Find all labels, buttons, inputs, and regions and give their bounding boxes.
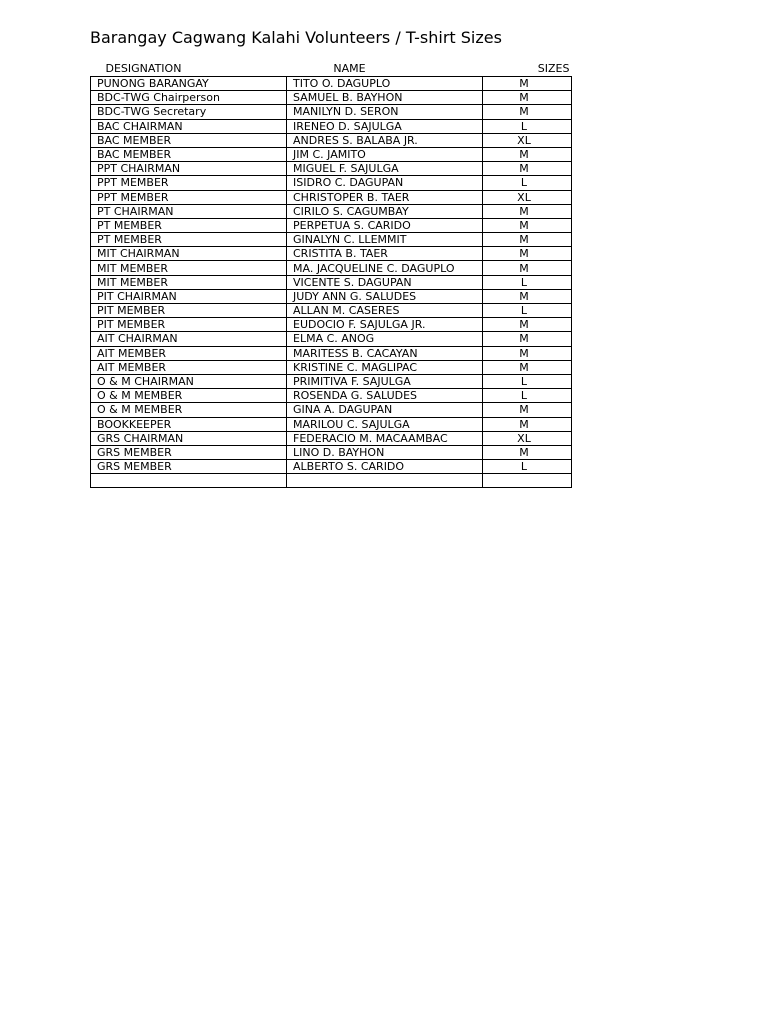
name-cell[interactable]: CIRILO S. CAGUMBAY (287, 204, 483, 218)
table-row (91, 445, 572, 459)
name-cell[interactable]: KRISTINE C. MAGLIPAC (287, 360, 483, 374)
name-cell[interactable]: VICENTE S. DAGUPAN (287, 275, 483, 289)
size-cell[interactable]: M (483, 247, 572, 261)
designation-cell[interactable]: O & M MEMBER (91, 389, 287, 403)
name-cell[interactable]: PRIMITIVA F. SAJULGA (287, 374, 483, 388)
table-row (91, 119, 572, 133)
table-row (91, 162, 572, 176)
name-cell[interactable]: JUDY ANN G. SALUDES (287, 289, 483, 303)
table-row (91, 204, 572, 218)
designation-cell[interactable]: PT MEMBER (91, 218, 287, 232)
designation-cell[interactable]: O & M CHAIRMAN (91, 374, 287, 388)
name-cell[interactable]: GINA A. DAGUPAN (287, 403, 483, 417)
designation-cell[interactable]: BAC CHAIRMAN (91, 119, 287, 133)
table-row (91, 389, 572, 403)
name-cell[interactable]: MA. JACQUELINE C. DAGUPLO (287, 261, 483, 275)
table-row (91, 431, 572, 445)
table-row (91, 374, 572, 388)
column-header-name: NAME (333, 62, 366, 75)
size-cell[interactable]: M (483, 445, 572, 459)
size-cell[interactable]: M (483, 91, 572, 105)
size-cell[interactable]: L (483, 275, 572, 289)
table-row (91, 289, 572, 303)
size-cell[interactable]: M (483, 218, 572, 232)
size-cell[interactable]: M (483, 318, 572, 332)
designation-cell[interactable]: AIT MEMBER (91, 346, 287, 360)
table-row (91, 474, 572, 488)
name-cell[interactable]: ELMA C. ANOG (287, 332, 483, 346)
designation-cell[interactable]: MIT MEMBER (91, 261, 287, 275)
name-cell[interactable]: ALLAN M. CASERES (287, 304, 483, 318)
name-cell[interactable]: FEDERACIO M. MACAAMBAC (287, 431, 483, 445)
size-cell[interactable]: M (483, 261, 572, 275)
name-cell[interactable]: MIGUEL F. SAJULGA (287, 162, 483, 176)
size-cell[interactable]: M (483, 332, 572, 346)
table-row (91, 304, 572, 318)
size-cell[interactable]: M (483, 77, 572, 91)
designation-cell[interactable]: BOOKKEEPER (91, 417, 287, 431)
table-row (91, 233, 572, 247)
size-cell[interactable]: M (483, 360, 572, 374)
designation-cell[interactable]: GRS MEMBER (91, 445, 287, 459)
designation-cell[interactable]: PPT MEMBER (91, 176, 287, 190)
size-cell[interactable]: L (483, 374, 572, 388)
table-row (91, 105, 572, 119)
table-row (91, 190, 572, 204)
designation-cell[interactable]: O & M MEMBER (91, 403, 287, 417)
column-header-sizes: SIZES (537, 62, 570, 75)
size-cell[interactable]: M (483, 147, 572, 161)
designation-cell[interactable] (91, 474, 287, 488)
designation-cell[interactable]: PPT MEMBER (91, 190, 287, 204)
size-cell[interactable]: M (483, 289, 572, 303)
name-cell[interactable]: ANDRES S. BALABA JR. (287, 133, 483, 147)
designation-cell[interactable]: PIT CHAIRMAN (91, 289, 287, 303)
table-header-row (91, 62, 572, 77)
table-row (91, 147, 572, 161)
designation-cell[interactable]: BDC-TWG Secretary (91, 105, 287, 119)
table-row (91, 346, 572, 360)
name-cell[interactable]: ISIDRO C. DAGUPAN (287, 176, 483, 190)
name-cell[interactable] (287, 474, 483, 488)
size-cell[interactable] (483, 474, 572, 488)
size-cell[interactable]: M (483, 346, 572, 360)
designation-cell[interactable]: BAC MEMBER (91, 147, 287, 161)
designation-cell[interactable]: MIT MEMBER (91, 275, 287, 289)
name-cell[interactable]: PERPETUA S. CARIDO (287, 218, 483, 232)
table-row (91, 332, 572, 346)
designation-cell[interactable]: PUNONG BARANGAY (91, 77, 287, 91)
size-cell[interactable]: M (483, 162, 572, 176)
size-cell[interactable]: L (483, 460, 572, 474)
name-cell[interactable]: LINO D. BAYHON (287, 445, 483, 459)
name-cell[interactable]: GINALYN C. LLEMMIT (287, 233, 483, 247)
table-row (91, 417, 572, 431)
size-cell[interactable]: L (483, 304, 572, 318)
designation-cell[interactable]: PPT CHAIRMAN (91, 162, 287, 176)
column-header-designation: DESIGNATION (105, 62, 182, 75)
name-cell[interactable]: MARILOU C. SAJULGA (287, 417, 483, 431)
designation-cell[interactable]: BDC-TWG Chairperson (91, 91, 287, 105)
size-cell[interactable]: L (483, 389, 572, 403)
name-cell[interactable]: EUDOCIO F. SAJULGA JR. (287, 318, 483, 332)
size-cell[interactable]: M (483, 105, 572, 119)
table-row (91, 247, 572, 261)
table-row (91, 318, 572, 332)
table-row (91, 261, 572, 275)
name-cell[interactable]: MARITESS B. CACAYAN (287, 346, 483, 360)
name-cell[interactable]: CHRISTOPER B. TAER (287, 190, 483, 204)
designation-cell[interactable]: PT MEMBER (91, 233, 287, 247)
designation-cell[interactable]: PIT MEMBER (91, 318, 287, 332)
table-row (91, 275, 572, 289)
table-row (91, 360, 572, 374)
table-row (91, 218, 572, 232)
size-cell[interactable]: M (483, 403, 572, 417)
designation-cell[interactable]: MIT CHAIRMAN (91, 247, 287, 261)
name-cell[interactable]: ALBERTO S. CARIDO (287, 460, 483, 474)
size-cell[interactable]: M (483, 204, 572, 218)
size-cell[interactable]: M (483, 233, 572, 247)
name-cell[interactable]: IRENEO D. SAJULGA (287, 119, 483, 133)
document-title: Barangay Cagwang Kalahi Volunteers / T-shirt Sizes (90, 28, 502, 47)
designation-cell[interactable]: AIT MEMBER (91, 360, 287, 374)
size-cell[interactable]: XL (483, 431, 572, 445)
size-cell[interactable]: XL (483, 190, 572, 204)
name-cell[interactable]: CRISTITA B. TAER (287, 247, 483, 261)
name-cell[interactable]: MANILYN D. SERON (287, 105, 483, 119)
designation-cell[interactable]: GRS MEMBER (91, 460, 287, 474)
designation-cell[interactable]: BAC MEMBER (91, 133, 287, 147)
table-row (91, 460, 572, 474)
table-body (91, 77, 572, 488)
name-cell[interactable]: ROSENDA G. SALUDES (287, 389, 483, 403)
table-row (91, 77, 572, 91)
name-cell[interactable]: TITO O. DAGUPLO (287, 77, 483, 91)
size-cell[interactable]: L (483, 119, 572, 133)
designation-cell[interactable]: PIT MEMBER (91, 304, 287, 318)
table-row (91, 133, 572, 147)
volunteer-sizes-table (90, 62, 572, 488)
designation-cell[interactable]: GRS CHAIRMAN (91, 431, 287, 445)
name-cell[interactable]: SAMUEL B. BAYHON (287, 91, 483, 105)
table-row (91, 91, 572, 105)
size-cell[interactable]: L (483, 176, 572, 190)
name-cell[interactable]: JIM C. JAMITO (287, 147, 483, 161)
table-row (91, 403, 572, 417)
designation-cell[interactable]: PT CHAIRMAN (91, 204, 287, 218)
size-cell[interactable]: M (483, 417, 572, 431)
size-cell[interactable]: XL (483, 133, 572, 147)
designation-cell[interactable]: AIT CHAIRMAN (91, 332, 287, 346)
table-row (91, 176, 572, 190)
